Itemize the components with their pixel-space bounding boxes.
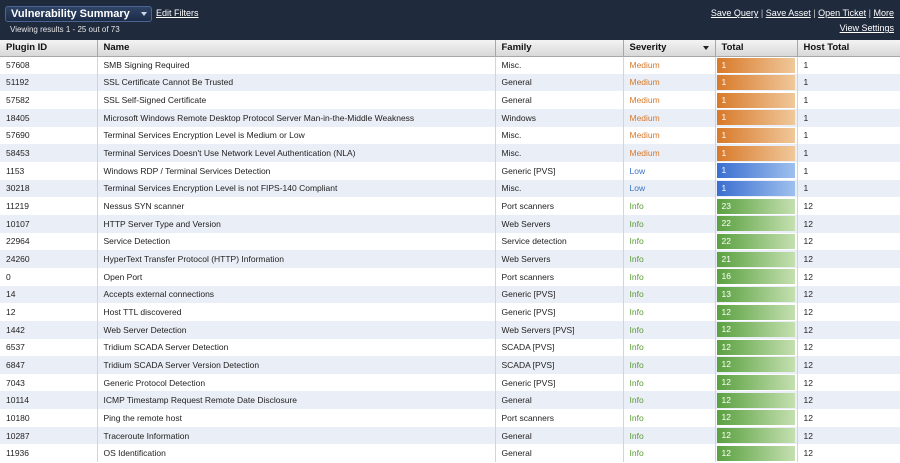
total-bar: 21: [717, 252, 795, 267]
cell-severity: Medium: [623, 109, 715, 127]
cell-name: Ping the remote host: [97, 409, 495, 427]
total-bar: 1: [717, 58, 795, 73]
cell-plugin-id: 10114: [0, 391, 97, 409]
table-row[interactable]: [0, 127, 900, 145]
cell-family: Misc.: [495, 144, 623, 162]
total-bar: 12: [717, 410, 795, 425]
cell-name: SSL Self-Signed Certificate: [97, 91, 495, 109]
cell-name: OS Identification: [97, 444, 495, 462]
cell-name: Traceroute Information: [97, 427, 495, 445]
cell-total: [715, 162, 797, 180]
total-bar: 12: [717, 357, 795, 372]
cell-name: Accepts external connections: [97, 286, 495, 304]
cell-family: Generic [PVS]: [495, 162, 623, 180]
table-row[interactable]: [0, 391, 900, 409]
table-header-row: [0, 40, 900, 56]
cell-total: [715, 233, 797, 251]
cell-plugin-id: 11219: [0, 197, 97, 215]
total-bar: 16: [717, 269, 795, 284]
table-row[interactable]: [0, 339, 900, 357]
cell-host-total: 12: [797, 391, 900, 409]
cell-family: General: [495, 91, 623, 109]
cell-host-total: 12: [797, 427, 900, 445]
cell-total: [715, 197, 797, 215]
cell-plugin-id: 24260: [0, 250, 97, 268]
cell-family: Generic [PVS]: [495, 303, 623, 321]
cell-host-total: 1: [797, 56, 900, 74]
cell-family: General: [495, 444, 623, 462]
cell-name: HyperText Transfer Protocol (HTTP) Information: [97, 250, 495, 268]
cell-severity: Medium: [623, 127, 715, 145]
table-row[interactable]: [0, 444, 900, 462]
cell-host-total: 12: [797, 303, 900, 321]
cell-total: [715, 56, 797, 74]
cell-plugin-id: 18405: [0, 109, 97, 127]
cell-severity: Info: [623, 409, 715, 427]
cell-severity: Medium: [623, 74, 715, 92]
col-name[interactable]: Name: [97, 40, 495, 56]
cell-name: Tridium SCADA Server Version Detection: [97, 356, 495, 374]
cell-host-total: 1: [797, 109, 900, 127]
view-select-label: Vulnerability Summary: [11, 8, 130, 20]
cell-host-total: 1: [797, 144, 900, 162]
cell-severity: Info: [623, 303, 715, 321]
table-row[interactable]: [0, 197, 900, 215]
cell-total: [715, 339, 797, 357]
cell-severity: Info: [623, 215, 715, 233]
cell-plugin-id: 11936: [0, 444, 97, 462]
total-bar: 12: [717, 322, 795, 337]
cell-total: [715, 409, 797, 427]
cell-name: SSL Certificate Cannot Be Trusted: [97, 74, 495, 92]
table-row[interactable]: [0, 303, 900, 321]
cell-severity: Info: [623, 339, 715, 357]
results-count: Viewing results 1 - 25 out of 73: [10, 25, 120, 34]
results-table: [0, 40, 900, 462]
col-plugin-id[interactable]: Plugin ID: [0, 40, 97, 56]
cell-name: Terminal Services Encryption Level is not FIPS-140 Compliant: [97, 180, 495, 198]
cell-name: Open Port: [97, 268, 495, 286]
cell-total: [715, 286, 797, 304]
table-row[interactable]: [0, 427, 900, 445]
cell-plugin-id: 10180: [0, 409, 97, 427]
table-row[interactable]: [0, 109, 900, 127]
chevron-down-icon: [141, 12, 147, 16]
sort-desc-icon: [703, 46, 709, 50]
cell-family: Misc.: [495, 180, 623, 198]
cell-name: Host TTL discovered: [97, 303, 495, 321]
total-bar: 22: [717, 216, 795, 231]
cell-name: Web Server Detection: [97, 321, 495, 339]
total-bar: 1: [717, 128, 795, 143]
table-row[interactable]: [0, 215, 900, 233]
cell-plugin-id: 1153: [0, 162, 97, 180]
cell-severity: Info: [623, 427, 715, 445]
cell-host-total: 12: [797, 356, 900, 374]
table-row[interactable]: [0, 321, 900, 339]
table-row[interactable]: [0, 162, 900, 180]
table-row[interactable]: [0, 56, 900, 74]
open-ticket-link[interactable]: Open Ticket: [818, 8, 867, 18]
cell-family: Generic [PVS]: [495, 374, 623, 392]
cell-name: Terminal Services Doesn't Use Network Level Authentication (NLA): [97, 144, 495, 162]
total-bar: 12: [717, 305, 795, 320]
cell-total: [715, 127, 797, 145]
cell-severity: Info: [623, 391, 715, 409]
cell-host-total: 1: [797, 74, 900, 92]
table-row[interactable]: [0, 356, 900, 374]
header-links: Save Query | Save Asset | Open Ticket | More: [710, 8, 894, 18]
total-bar: 12: [717, 340, 795, 355]
cell-name: Windows RDP / Terminal Services Detection: [97, 162, 495, 180]
cell-family: Port scanners: [495, 409, 623, 427]
table-row[interactable]: [0, 91, 900, 109]
edit-filters-link[interactable]: Edit Filters: [156, 8, 199, 18]
total-bar: 1: [717, 93, 795, 108]
total-bar: 1: [717, 75, 795, 90]
cell-severity: Medium: [623, 56, 715, 74]
cell-family: Service detection: [495, 233, 623, 251]
cell-severity: Info: [623, 321, 715, 339]
cell-family: Port scanners: [495, 268, 623, 286]
cell-family: Windows: [495, 109, 623, 127]
col-total[interactable]: Total: [715, 40, 797, 56]
cell-total: [715, 374, 797, 392]
view-select-dropdown[interactable]: [5, 6, 152, 22]
cell-host-total: 12: [797, 250, 900, 268]
cell-total: [715, 321, 797, 339]
cell-host-total: 1: [797, 91, 900, 109]
more-link[interactable]: More: [873, 8, 894, 18]
table-row[interactable]: [0, 409, 900, 427]
cell-total: [715, 356, 797, 374]
col-host-total[interactable]: Host Total: [797, 40, 900, 56]
cell-severity: Info: [623, 374, 715, 392]
cell-name: SMB Signing Required: [97, 56, 495, 74]
col-severity-label: Severity: [629, 42, 667, 54]
table-row[interactable]: [0, 180, 900, 198]
cell-total: [715, 215, 797, 233]
cell-family: SCADA [PVS]: [495, 356, 623, 374]
cell-plugin-id: 10287: [0, 427, 97, 445]
cell-plugin-id: 6847: [0, 356, 97, 374]
table-row[interactable]: [0, 286, 900, 304]
table-row[interactable]: [0, 233, 900, 251]
cell-name: Microsoft Windows Remote Desktop Protocol Server Man-in-the-Middle Weakness: [97, 109, 495, 127]
cell-family: Misc.: [495, 127, 623, 145]
table-row[interactable]: [0, 250, 900, 268]
cell-total: [715, 444, 797, 462]
cell-plugin-id: 1442: [0, 321, 97, 339]
cell-host-total: 12: [797, 215, 900, 233]
cell-severity: Low: [623, 162, 715, 180]
cell-severity: Medium: [623, 144, 715, 162]
table-row[interactable]: [0, 74, 900, 92]
cell-severity: Info: [623, 286, 715, 304]
col-family[interactable]: Family: [495, 40, 623, 56]
cell-family: General: [495, 427, 623, 445]
cell-severity: Low: [623, 180, 715, 198]
cell-host-total: 12: [797, 374, 900, 392]
cell-name: HTTP Server Type and Version: [97, 215, 495, 233]
cell-family: Misc.: [495, 56, 623, 74]
top-toolbar: [0, 0, 900, 40]
cell-host-total: 1: [797, 127, 900, 145]
cell-host-total: 12: [797, 339, 900, 357]
view-settings-link[interactable]: View Settings: [839, 23, 894, 33]
cell-plugin-id: 10107: [0, 215, 97, 233]
cell-plugin-id: 12: [0, 303, 97, 321]
cell-host-total: 12: [797, 409, 900, 427]
cell-host-total: 12: [797, 286, 900, 304]
total-bar: 12: [717, 428, 795, 443]
cell-host-total: 12: [797, 444, 900, 462]
total-bar: 1: [717, 163, 795, 178]
cell-plugin-id: 51192: [0, 74, 97, 92]
total-bar: 12: [717, 393, 795, 408]
cell-name: ICMP Timestamp Request Remote Date Disclosure: [97, 391, 495, 409]
cell-family: Web Servers: [495, 250, 623, 268]
save-query-link[interactable]: Save Query: [710, 8, 759, 18]
save-asset-link[interactable]: Save Asset: [765, 8, 811, 18]
col-severity[interactable]: [623, 40, 715, 56]
table-row[interactable]: [0, 144, 900, 162]
cell-plugin-id: 14: [0, 286, 97, 304]
cell-plugin-id: 30218: [0, 180, 97, 198]
cell-total: [715, 180, 797, 198]
cell-family: Generic [PVS]: [495, 286, 623, 304]
cell-severity: Info: [623, 356, 715, 374]
cell-severity: Info: [623, 268, 715, 286]
cell-name: Terminal Services Encryption Level is Medium or Low: [97, 127, 495, 145]
cell-severity: Medium: [623, 91, 715, 109]
cell-total: [715, 427, 797, 445]
cell-severity: Info: [623, 233, 715, 251]
cell-host-total: 12: [797, 197, 900, 215]
cell-name: Tridium SCADA Server Detection: [97, 339, 495, 357]
table-row[interactable]: [0, 268, 900, 286]
total-bar: 1: [717, 181, 795, 196]
cell-name: Service Detection: [97, 233, 495, 251]
cell-severity: Info: [623, 197, 715, 215]
table-row[interactable]: [0, 374, 900, 392]
cell-severity: Info: [623, 444, 715, 462]
cell-plugin-id: 57608: [0, 56, 97, 74]
cell-name: Generic Protocol Detection: [97, 374, 495, 392]
cell-plugin-id: 58453: [0, 144, 97, 162]
cell-family: General: [495, 391, 623, 409]
total-bar: 1: [717, 110, 795, 125]
cell-total: [715, 250, 797, 268]
cell-plugin-id: 0: [0, 268, 97, 286]
cell-plugin-id: 6537: [0, 339, 97, 357]
cell-name: Nessus SYN scanner: [97, 197, 495, 215]
cell-total: [715, 109, 797, 127]
total-bar: 23: [717, 199, 795, 214]
cell-family: General: [495, 74, 623, 92]
total-bar: 12: [717, 446, 795, 461]
table-body: [0, 56, 900, 462]
cell-plugin-id: 7043: [0, 374, 97, 392]
cell-family: SCADA [PVS]: [495, 339, 623, 357]
cell-host-total: 12: [797, 268, 900, 286]
cell-host-total: 12: [797, 321, 900, 339]
cell-plugin-id: 57582: [0, 91, 97, 109]
total-bar: 12: [717, 375, 795, 390]
cell-total: [715, 91, 797, 109]
total-bar: 1: [717, 146, 795, 161]
cell-family: Port scanners: [495, 197, 623, 215]
cell-plugin-id: 57690: [0, 127, 97, 145]
total-bar: 22: [717, 234, 795, 249]
cell-host-total: 1: [797, 162, 900, 180]
cell-severity: Info: [623, 250, 715, 268]
total-bar: 13: [717, 287, 795, 302]
cell-family: Web Servers [PVS]: [495, 321, 623, 339]
cell-family: Web Servers: [495, 215, 623, 233]
cell-total: [715, 268, 797, 286]
cell-total: [715, 391, 797, 409]
cell-total: [715, 144, 797, 162]
cell-total: [715, 74, 797, 92]
cell-plugin-id: 22964: [0, 233, 97, 251]
cell-host-total: 1: [797, 180, 900, 198]
cell-host-total: 12: [797, 233, 900, 251]
cell-total: [715, 303, 797, 321]
